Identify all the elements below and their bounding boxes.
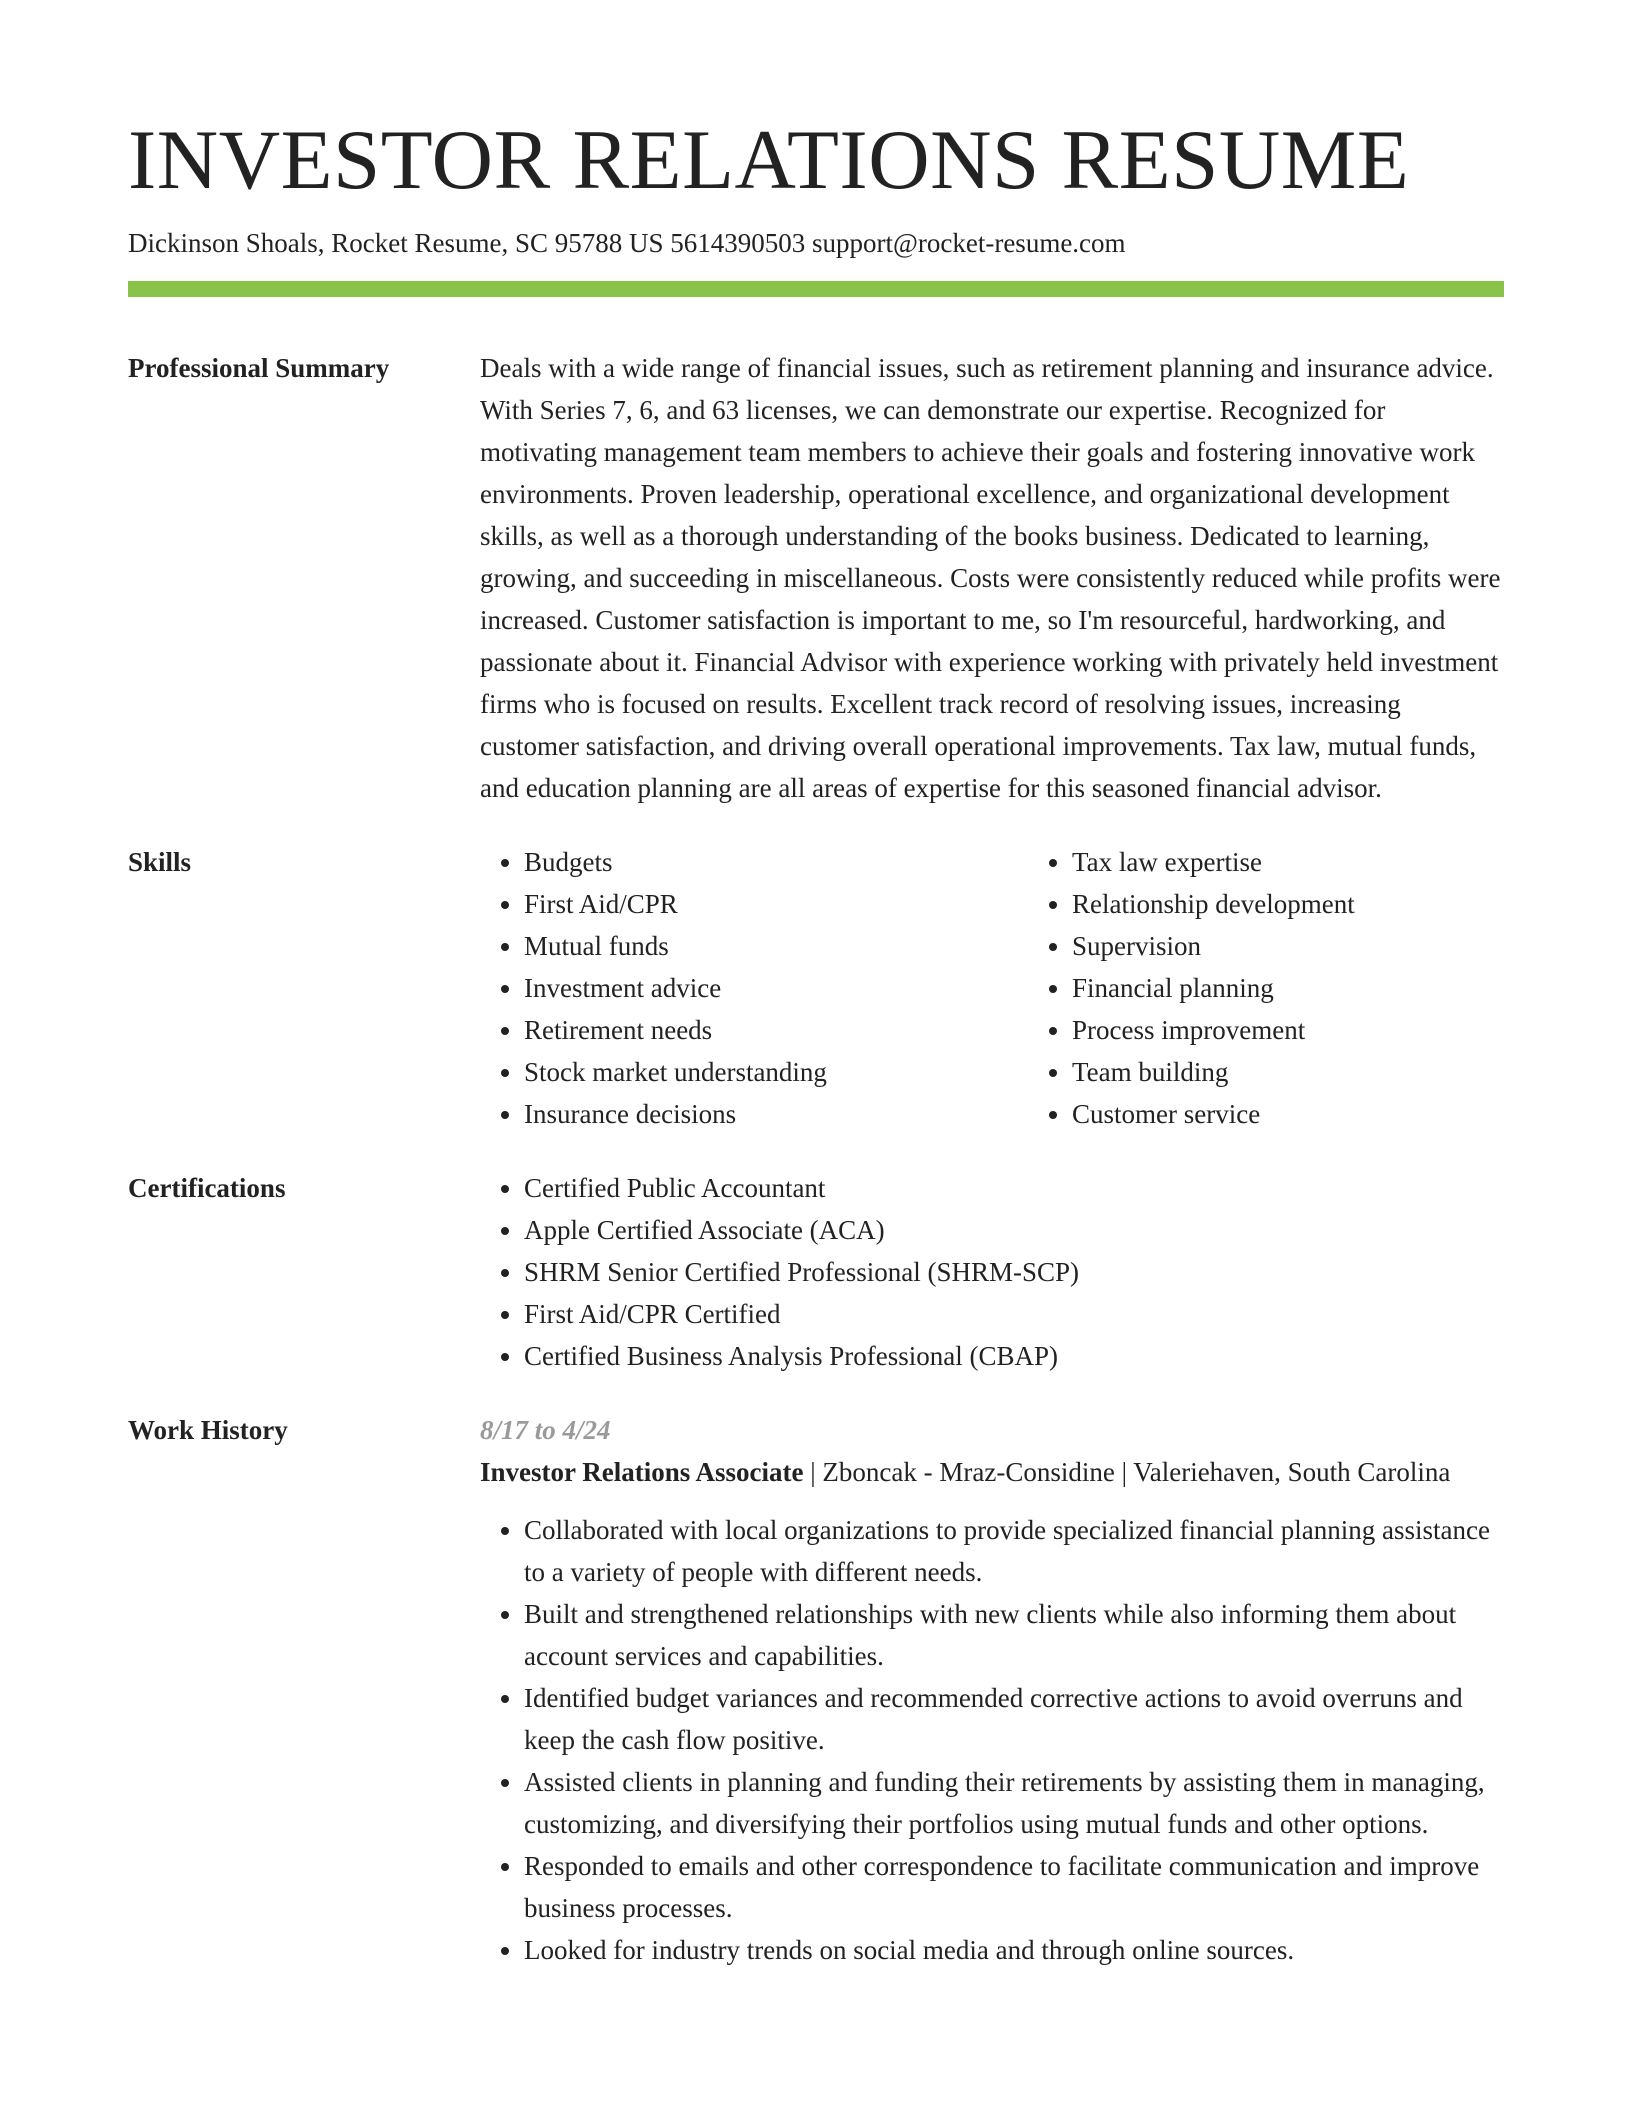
- summary-section: [128, 347, 1504, 809]
- job-bullet: • Responded to emails and other correspondence to facilitate communication and improve business processes.: [524, 1845, 1504, 1929]
- certification-item: • Apple Certified Associate (ACA): [524, 1209, 1504, 1251]
- skills-list-left: [480, 841, 1028, 1135]
- job-bullet: • Identified budget variances and recommended corrective actions to avoid overruns and keep the cash flow positive.: [524, 1677, 1504, 1761]
- job-bullet: • Looked for industry trends on social media and through online sources.: [524, 1929, 1504, 1971]
- job-bullet: • Collaborated with local organizations to provide specialized financial planning assistance to a variety of people with different needs.: [524, 1509, 1504, 1593]
- skill-item: • Tax law expertise: [1072, 841, 1504, 883]
- job-title: Investor Relations Associate: [480, 1457, 804, 1488]
- section-heading-skills: Skills: [128, 847, 192, 878]
- accent-divider: [128, 281, 1504, 297]
- skills-list-right: [1028, 841, 1504, 1135]
- certifications-list: [480, 1167, 1504, 1377]
- contact-line: [128, 227, 1504, 259]
- job-entry: [480, 1409, 1504, 1971]
- skill-item: • Customer service: [1072, 1093, 1504, 1135]
- certifications-body: [480, 1167, 1504, 1377]
- resume-title: INVESTOR RELATIONS RESUME: [128, 113, 1410, 207]
- work-history-section: [128, 1409, 1504, 1971]
- skill-item: • Mutual funds: [524, 925, 1028, 967]
- skill-item: • First Aid/CPR: [524, 883, 1028, 925]
- summary-body: [480, 347, 1504, 809]
- skill-item: • Stock market understanding: [524, 1051, 1028, 1093]
- skill-item: • Team building: [1072, 1051, 1504, 1093]
- contact-email[interactable]: support@rocket-resume.com: [812, 228, 1126, 258]
- section-heading-work-history: Work History: [128, 1415, 288, 1446]
- certification-item: • First Aid/CPR Certified: [524, 1293, 1504, 1335]
- certification-item: • Certified Public Accountant: [524, 1167, 1504, 1209]
- contact-address: Dickinson Shoals, Rocket Resume, SC 95788 US: [128, 228, 664, 258]
- skill-item: • Supervision: [1072, 925, 1504, 967]
- skills-body: [480, 841, 1504, 1135]
- skill-item: • Insurance decisions: [524, 1093, 1028, 1135]
- job-bullets: [480, 1509, 1504, 1971]
- certification-item: • SHRM Senior Certified Professional (SHRM-SCP): [524, 1251, 1504, 1293]
- skill-item: • Financial planning: [1072, 967, 1504, 1009]
- section-heading-summary: Professional Summary: [128, 353, 390, 384]
- job-employer-location: | Zboncak - Mraz-Considine | Valeriehaven, South Carolina: [810, 1457, 1451, 1488]
- skill-item: • Investment advice: [524, 967, 1028, 1009]
- job-dates: 8/17 to 4/24: [480, 1415, 611, 1446]
- skill-item: • Process improvement: [1072, 1009, 1504, 1051]
- skills-columns: [480, 841, 1504, 1135]
- skill-item: • Retirement needs: [524, 1009, 1028, 1051]
- summary-text: Deals with a wide range of financial issues, such as retirement planning and insurance advice. With Series 7, 6, and 63 licenses, we can demonstrate our expertise. Recognized for motivating management team members to achieve their goals and fostering innovative work environments. Proven leadership, operational excellence, and organizational development skills, as well as a thorough understanding of the books business. Dedicated to learning, growing, and succeeding in miscellaneous. Costs were consistently reduced while profits were increased. Customer satisfaction is important to me, so I'm resourceful, hardworking, and passionate about it. Financial Advisor with experience working with privately held investment firms who is focused on results. Excellent track record of resolving issues, increasing customer satisfaction, and driving overall operational improvements. Tax law, mutual funds, and education planning are all areas of expertise for this seasoned financial advisor.: [480, 353, 1501, 804]
- skills-section: [128, 841, 1504, 1135]
- certifications-section: [128, 1167, 1504, 1377]
- job-bullet: • Assisted clients in planning and funding their retirements by assisting them in managing, customizing, and diversifying their portfolios using mutual funds and other options.: [524, 1761, 1504, 1845]
- skill-item: • Budgets: [524, 841, 1028, 883]
- skill-item: • Relationship development: [1072, 883, 1504, 925]
- resume-header: [128, 0, 1504, 297]
- section-heading-certifications: Certifications: [128, 1173, 286, 1204]
- job-bullet: • Built and strengthened relationships with new clients while also informing them about account services and capabilities.: [524, 1593, 1504, 1677]
- job-heading: [480, 1451, 1504, 1493]
- contact-phone: 5614390503: [670, 228, 806, 258]
- certification-item: • Certified Business Analysis Professional (CBAP): [524, 1335, 1504, 1377]
- work-history-body: [480, 1409, 1504, 1971]
